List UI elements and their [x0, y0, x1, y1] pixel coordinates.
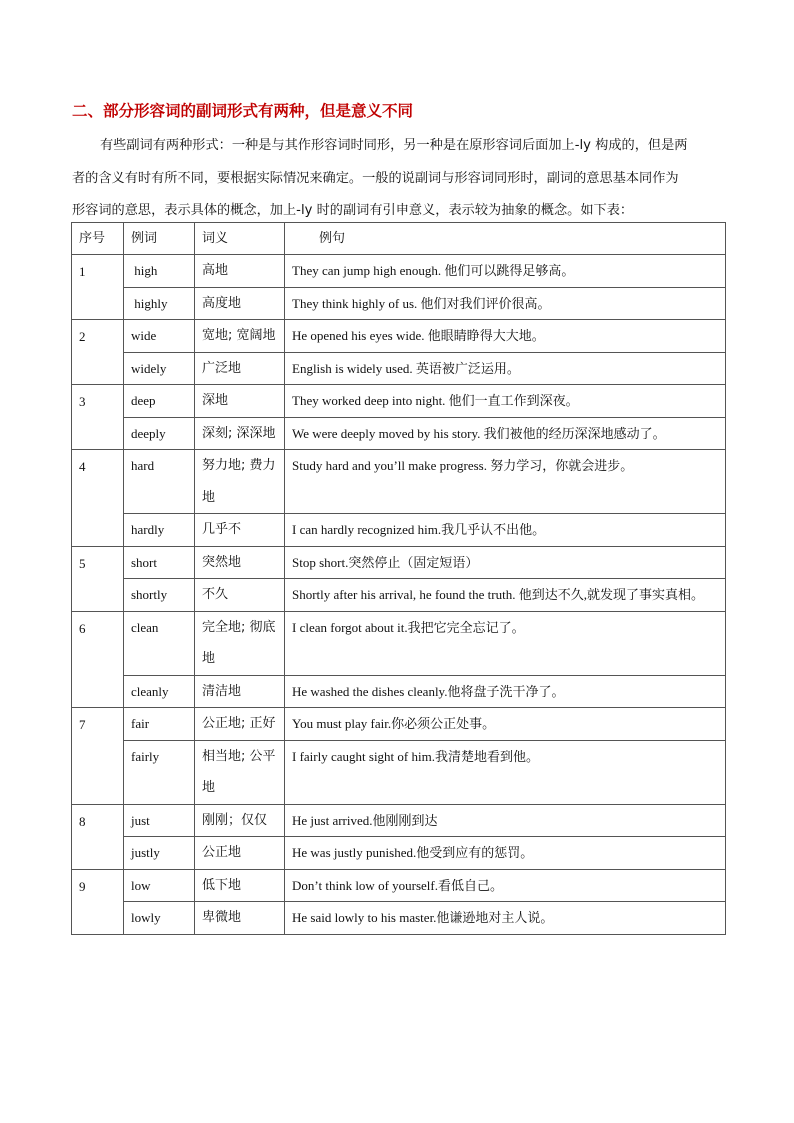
example-sentence: He was justly punished.他受到应有的惩罚。: [285, 837, 726, 870]
row-number: 6: [72, 611, 124, 708]
example-sentence: English is widely used. 英语被广泛运用。: [285, 352, 726, 385]
example-word: just: [124, 804, 195, 837]
table-row: [72, 869, 726, 902]
word-meaning: 低下地: [195, 869, 285, 902]
example-word: wide: [124, 320, 195, 353]
example-sentence: He just arrived.他刚刚到达: [285, 804, 726, 837]
row-number: 1: [72, 255, 124, 320]
word-meaning: 完全地; 彻底地: [195, 611, 285, 675]
section-heading: 二、部分形容词的副词形式有两种，但是意义不同: [72, 102, 414, 120]
row-number: 8: [72, 804, 124, 869]
row-number: 3: [72, 385, 124, 450]
word-meaning: 刚刚；仅仅: [195, 804, 285, 837]
example-word: fairly: [124, 740, 195, 804]
row-number: 7: [72, 708, 124, 805]
header-word: 例词: [124, 223, 195, 255]
table-row: [72, 514, 726, 547]
row-number: 9: [72, 869, 124, 934]
example-sentence: Shortly after his arrival, he found the truth. 他到达不久,就发现了事实真相。: [285, 579, 726, 612]
row-number: 4: [72, 450, 124, 547]
intro-line: 有些副词有两种形式：一种是与其作形容词时同形，另一种是在原形容词后面加上-ly 构成的，但是两: [100, 138, 688, 153]
example-sentence: They think highly of us. 他们对我们评价很高。: [285, 287, 726, 320]
word-meaning: 深地: [195, 385, 285, 418]
row-number: 2: [72, 320, 124, 385]
word-meaning: 高度地: [195, 287, 285, 320]
table-row: [72, 708, 726, 741]
table-row: [72, 902, 726, 935]
word-meaning: 几乎不: [195, 514, 285, 547]
intro-paragraph: [72, 130, 724, 228]
table-row: [72, 385, 726, 418]
word-meaning: 清洁地: [195, 675, 285, 708]
example-word: cleanly: [124, 675, 195, 708]
example-word: high: [124, 255, 195, 288]
word-meaning: 相当地; 公平地: [195, 740, 285, 804]
table-header-row: [72, 223, 726, 255]
header-number: 序号: [72, 223, 124, 255]
header-meaning: 词义: [195, 223, 285, 255]
word-meaning: 高地: [195, 255, 285, 288]
table-row: [72, 417, 726, 450]
word-meaning: 深刻; 深深地: [195, 417, 285, 450]
example-word: hardly: [124, 514, 195, 547]
table-row: [72, 287, 726, 320]
example-sentence: They can jump high enough. 他们可以跳得足够高。: [285, 255, 726, 288]
example-sentence: He said lowly to his master.他谦逊地对主人说。: [285, 902, 726, 935]
example-word: hard: [124, 450, 195, 514]
example-word: deep: [124, 385, 195, 418]
adverb-table: [71, 222, 726, 935]
example-word: widely: [124, 352, 195, 385]
example-sentence: You must play fair.你必须公正处事。: [285, 708, 726, 741]
example-sentence: He washed the dishes cleanly.他将盘子洗干净了。: [285, 675, 726, 708]
table-row: [72, 675, 726, 708]
example-sentence: I clean forgot about it.我把它完全忘记了。: [285, 611, 726, 675]
table-row: [72, 804, 726, 837]
table-row: [72, 352, 726, 385]
example-word: deeply: [124, 417, 195, 450]
header-example: 例句: [285, 223, 726, 255]
example-word: clean: [124, 611, 195, 675]
example-word: short: [124, 546, 195, 579]
table-row: [72, 611, 726, 675]
example-word: low: [124, 869, 195, 902]
table-row: [72, 320, 726, 353]
example-sentence: They worked deep into night. 他们一直工作到深夜。: [285, 385, 726, 418]
example-word: fair: [124, 708, 195, 741]
intro-line: 形容词的意思，表示具体的概念，加上-ly 时的副词有引申意义，表示较为抽象的概念。如下表：: [72, 203, 634, 218]
row-number: 5: [72, 546, 124, 611]
example-word: justly: [124, 837, 195, 870]
example-sentence: I can hardly recognized him.我几乎认不出他。: [285, 514, 726, 547]
table-row: [72, 450, 726, 514]
example-word: shortly: [124, 579, 195, 612]
example-sentence: Don’t think low of yourself.看低自己。: [285, 869, 726, 902]
example-sentence: Stop short.突然停止（固定短语）: [285, 546, 726, 579]
example-word: highly: [124, 287, 195, 320]
word-meaning: 突然地: [195, 546, 285, 579]
intro-line: 者的含义有时有所不同，要根据实际情况来确定。一般的说副词与形容词同形时，副词的意思基本同作为: [72, 170, 679, 186]
table-row: [72, 579, 726, 612]
word-meaning: 宽地; 宽阔地: [195, 320, 285, 353]
example-sentence: He opened his eyes wide. 他眼睛睁得大大地。: [285, 320, 726, 353]
table-body: [72, 255, 726, 935]
example-word: lowly: [124, 902, 195, 935]
example-sentence: I fairly caught sight of him.我清楚地看到他。: [285, 740, 726, 804]
example-sentence: We were deeply moved by his story. 我们被他的经历深深地感动了。: [285, 417, 726, 450]
example-sentence: Study hard and you’ll make progress. 努力学习，你就会进步。: [285, 450, 726, 514]
word-meaning: 不久: [195, 579, 285, 612]
table-row: [72, 546, 726, 579]
table-row: [72, 837, 726, 870]
word-meaning: 公正地: [195, 837, 285, 870]
table-row: [72, 255, 726, 288]
word-meaning: 卑微地: [195, 902, 285, 935]
table-row: [72, 740, 726, 804]
word-meaning: 公正地; 正好: [195, 708, 285, 741]
word-meaning: 广泛地: [195, 352, 285, 385]
word-meaning: 努力地; 费力地: [195, 450, 285, 514]
